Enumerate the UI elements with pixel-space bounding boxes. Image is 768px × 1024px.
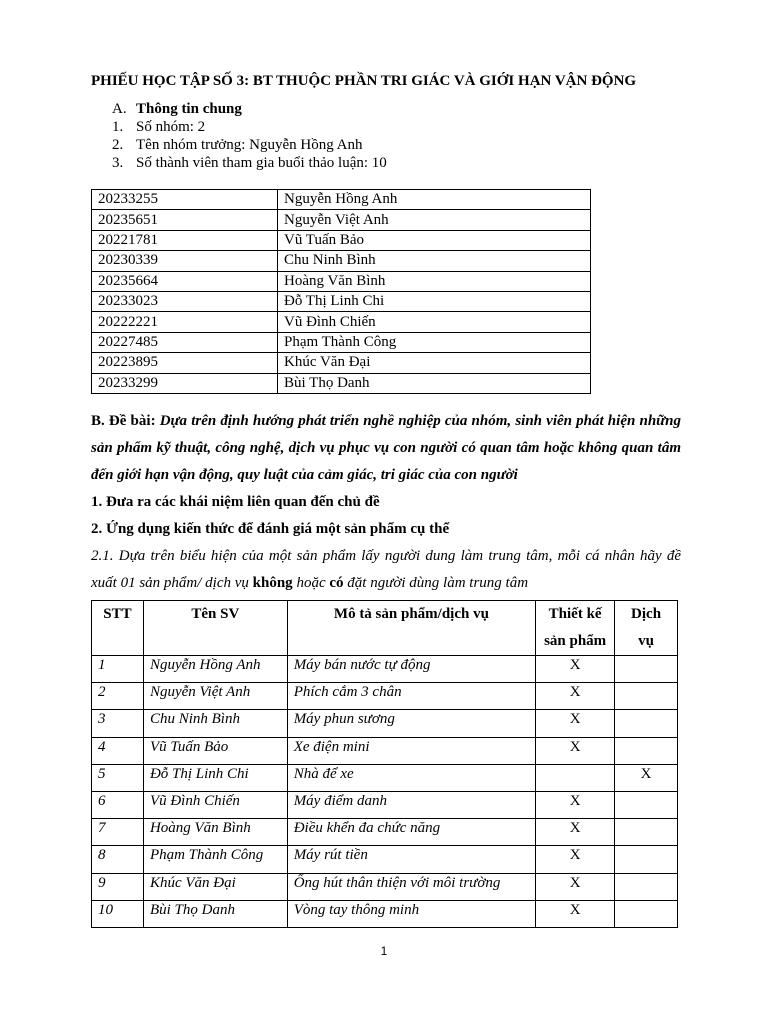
table-row [92, 373, 591, 393]
row-number: 2 [92, 683, 144, 710]
products-table [91, 600, 678, 928]
info-item-number: 3. [112, 155, 124, 171]
student-id: 20235651 [92, 210, 278, 230]
members-table [91, 189, 591, 394]
student-name: Phạm Thành Công [143, 846, 287, 873]
student-name: Nguyễn Hồng Anh [278, 190, 591, 210]
info-item [112, 154, 387, 172]
table-row [92, 710, 678, 737]
table-row [92, 846, 678, 873]
product-design-mark: X [536, 656, 615, 683]
product-design-mark: X [536, 819, 615, 846]
student-name: Chu Ninh Bình [278, 251, 591, 271]
service-mark [615, 683, 678, 710]
student-name: Bùi Thọ Danh [143, 900, 287, 927]
student-id: 20221781 [92, 230, 278, 250]
info-item-text: Tên nhóm trưởng: Nguyễn Hồng Anh [136, 137, 363, 153]
student-name: Khúc Văn Đại [278, 353, 591, 373]
general-info [112, 100, 387, 172]
student-id: 20223895 [92, 353, 278, 373]
section-a-marker: A. [112, 101, 127, 117]
student-id: 20233299 [92, 373, 278, 393]
header-product-design-line2: sản phẩm [544, 633, 607, 649]
table-row [92, 332, 591, 352]
header-service [615, 601, 678, 656]
service-mark [615, 846, 678, 873]
table-row [92, 873, 678, 900]
table-header-row [92, 601, 678, 656]
product-description: Phích cắm 3 chân [287, 683, 536, 710]
student-name: Chu Ninh Bình [143, 710, 287, 737]
header-product-design [536, 601, 615, 656]
section-a-title: Thông tin chung [136, 101, 242, 117]
student-name: Hoàng Văn Bình [143, 819, 287, 846]
row-number: 3 [92, 710, 144, 737]
table-row [92, 312, 591, 332]
service-mark: X [615, 764, 678, 791]
task-2-1-text-b: hoặc [292, 575, 330, 591]
product-description: Vòng tay thông minh [287, 900, 536, 927]
header-service-line2: vụ [638, 633, 654, 649]
product-design-mark: X [536, 900, 615, 927]
section-b [91, 408, 681, 597]
student-name: Đỗ Thị Linh Chi [278, 291, 591, 311]
student-name: Khúc Văn Đại [143, 873, 287, 900]
student-name: Vũ Đình Chiến [278, 312, 591, 332]
product-description: Máy điểm danh [287, 791, 536, 818]
header-stt: STT [92, 601, 144, 656]
row-number: 4 [92, 737, 144, 764]
assignment-text: Dựa trên định hướng phát triển nghề nghiệp của nhóm, sinh viên phát hiện những sản phẩm kỹ thuật, công nghệ, dịch vụ phục vụ con người có quan tâm hoặc không quan tâm đến giới hạn vận động, quy luật của cảm giác, tri giác của con người [91, 413, 681, 483]
student-name: Phạm Thành Công [278, 332, 591, 352]
student-name: Vũ Tuấn Bảo [278, 230, 591, 250]
task-2-1 [91, 543, 681, 597]
product-design-mark: X [536, 710, 615, 737]
task-1: 1. Đưa ra các khái niệm liên quan đến chủ đề [91, 494, 380, 510]
row-number: 7 [92, 819, 144, 846]
service-mark [615, 819, 678, 846]
product-description: Điều khển đa chức năng [287, 819, 536, 846]
table-row [92, 190, 591, 210]
product-description: Máy phun sương [287, 710, 536, 737]
row-number: 6 [92, 791, 144, 818]
student-name: Nguyễn Việt Anh [143, 683, 287, 710]
section-b-label: B. Đề bài: [91, 413, 156, 429]
table-row [92, 251, 591, 271]
task-2-1-text-c: đặt người dùng làm trung tâm [343, 575, 529, 591]
task-2-1-emphasis-1: không [252, 575, 293, 591]
product-description: Nhà để xe [287, 764, 536, 791]
info-item-text: Số nhóm: 2 [136, 119, 206, 135]
table-row [92, 210, 591, 230]
table-row [92, 291, 591, 311]
info-item-text: Số thành viên tham gia buổi thảo luận: 10 [136, 155, 387, 171]
table-row [92, 764, 678, 791]
task-2: 2. Ứng dụng kiến thức để đánh giá một sản phẩm cụ thể [91, 521, 450, 537]
service-mark [615, 656, 678, 683]
table-row [92, 353, 591, 373]
service-mark [615, 900, 678, 927]
product-description: Máy rút tiền [287, 846, 536, 873]
section-a-heading [112, 100, 387, 118]
info-item [112, 118, 387, 136]
product-design-mark: X [536, 791, 615, 818]
row-number: 10 [92, 900, 144, 927]
row-number: 1 [92, 656, 144, 683]
info-item-number: 1. [112, 119, 124, 135]
student-name: Hoàng Văn Bình [278, 271, 591, 291]
task-2-1-text-a: 2.1. Dựa trên biểu hiện của một sản phẩm lấy người dung làm trung tâm, mỗi cá nhân hãy đề xuất 01 sản phẩm/ dịch vụ [91, 548, 681, 591]
student-name: Vũ Đình Chiến [143, 791, 287, 818]
header-service-line1: Dịch [631, 606, 662, 622]
header-description: Mô tả sản phẩm/dịch vụ [287, 601, 536, 656]
table-row [92, 271, 591, 291]
service-mark [615, 791, 678, 818]
product-design-mark: X [536, 846, 615, 873]
table-row [92, 819, 678, 846]
product-design-mark [536, 764, 615, 791]
student-id: 20230339 [92, 251, 278, 271]
student-id: 20222221 [92, 312, 278, 332]
product-description: Xe điện mini [287, 737, 536, 764]
product-design-mark: X [536, 683, 615, 710]
student-name: Vũ Tuấn Bảo [143, 737, 287, 764]
header-name: Tên SV [143, 601, 287, 656]
task-2-1-emphasis-2: có [329, 575, 344, 591]
service-mark [615, 873, 678, 900]
service-mark [615, 737, 678, 764]
info-item-number: 2. [112, 137, 124, 153]
table-row [92, 791, 678, 818]
student-name: Nguyễn Việt Anh [278, 210, 591, 230]
service-mark [615, 710, 678, 737]
student-name: Nguyễn Hồng Anh [143, 656, 287, 683]
table-row [92, 737, 678, 764]
row-number: 5 [92, 764, 144, 791]
student-id: 20227485 [92, 332, 278, 352]
row-number: 8 [92, 846, 144, 873]
student-id: 20233023 [92, 291, 278, 311]
info-item [112, 136, 387, 154]
product-description: Máy bán nước tự động [287, 656, 536, 683]
student-name: Đỗ Thị Linh Chi [143, 764, 287, 791]
table-row [92, 900, 678, 927]
header-product-design-line1: Thiết kế [548, 606, 602, 622]
assignment-prompt [91, 408, 681, 489]
student-name: Bùi Thọ Danh [278, 373, 591, 393]
page-number: 1 [380, 944, 388, 958]
student-id: 20235664 [92, 271, 278, 291]
table-row [92, 683, 678, 710]
product-description: Ống hút thân thiện với môi trường [287, 873, 536, 900]
row-number: 9 [92, 873, 144, 900]
student-id: 20233255 [92, 190, 278, 210]
page-title: PHIẾU HỌC TẬP SỐ 3: BT THUỘC PHẦN TRI GIÁC VÀ GIỚI HẠN VẬN ĐỘNG [91, 73, 637, 89]
table-row [92, 230, 591, 250]
table-row [92, 656, 678, 683]
product-design-mark: X [536, 873, 615, 900]
product-design-mark: X [536, 737, 615, 764]
